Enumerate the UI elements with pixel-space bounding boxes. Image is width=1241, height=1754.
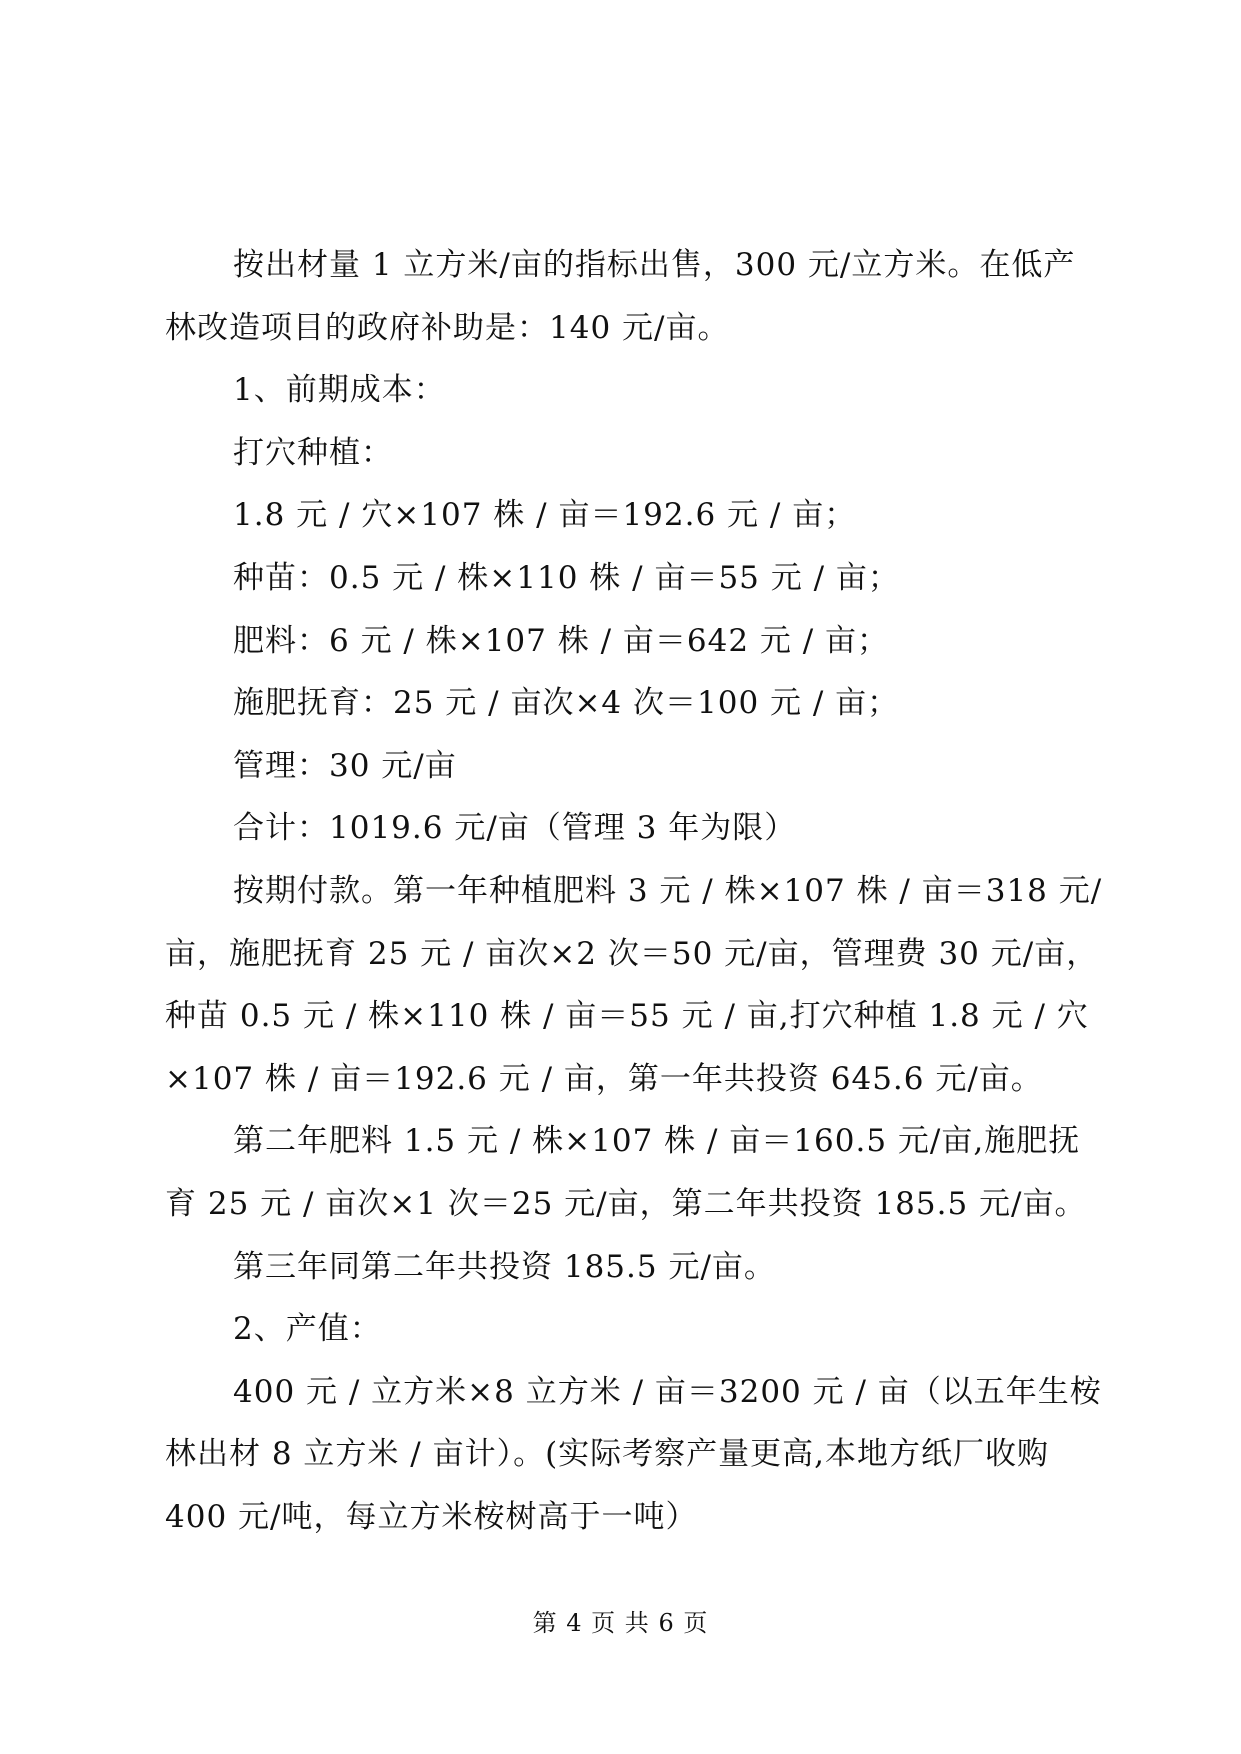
text-line: 亩，施肥抚育 25 元 / 亩次×2 次＝50 元/亩，管理费 30 元/亩， [165, 935, 1099, 972]
text-line: 400 元/吨，每立方米桉树高于一吨） [165, 1498, 698, 1535]
page-number-footer: 第 4 页 共 6 页 [532, 1609, 709, 1637]
section-heading: 2、产值： [233, 1311, 382, 1348]
text-line: 林改造项目的政府补助是：140 元/亩。 [165, 309, 730, 346]
text-line: 肥料：6 元 / 株×107 株 / 亩＝642 元 / 亩； [233, 622, 890, 659]
text-line: ×107 株 / 亩＝192.6 元 / 亩，第一年共投资 645.6 元/亩。 [165, 1060, 1043, 1097]
text-line: 打穴种植： [233, 434, 393, 471]
text-line: 施肥抚育：25 元 / 亩次×4 次＝100 元 / 亩； [233, 685, 900, 722]
text-line: 第三年同第二年共投资 185.5 元/亩。 [233, 1248, 776, 1285]
section-heading: 1、前期成本： [233, 372, 446, 409]
text-line: 种苗：0.5 元 / 株×110 株 / 亩＝55 元 / 亩； [233, 559, 900, 596]
text-line: 第二年肥料 1.5 元 / 株×107 株 / 亩＝160.5 元/亩,施肥抚 [233, 1123, 1081, 1160]
document-body [165, 234, 1103, 1548]
text-line: 按期付款。第一年种植肥料 3 元 / 株×107 株 / 亩＝318 元/ [233, 872, 1103, 909]
text-line: 林出材 8 立方米 / 亩计）。(实际考察产量更高,本地方纸厂收购 [165, 1436, 1050, 1473]
text-line: 合计：1019.6 元/亩（管理 3 年为限） [233, 810, 797, 847]
text-line: 1.8 元 / 穴×107 株 / 亩＝192.6 元 / 亩； [233, 497, 857, 534]
text-line: 400 元 / 立方米×8 立方米 / 亩＝3200 元 / 亩（以五年生桉 [233, 1373, 1102, 1410]
text-line: 按出材量 1 立方米/亩的指标出售，300 元/立方米。在低产 [233, 247, 1076, 283]
text-line: 管理：30 元/亩 [233, 747, 457, 784]
text-line: 育 25 元 / 亩次×1 次＝25 元/亩，第二年共投资 185.5 元/亩。 [165, 1185, 1087, 1222]
text-line: 种苗 0.5 元 / 株×110 株 / 亩＝55 元 / 亩,打穴种植 1.8 元 / 穴 [165, 998, 1089, 1035]
